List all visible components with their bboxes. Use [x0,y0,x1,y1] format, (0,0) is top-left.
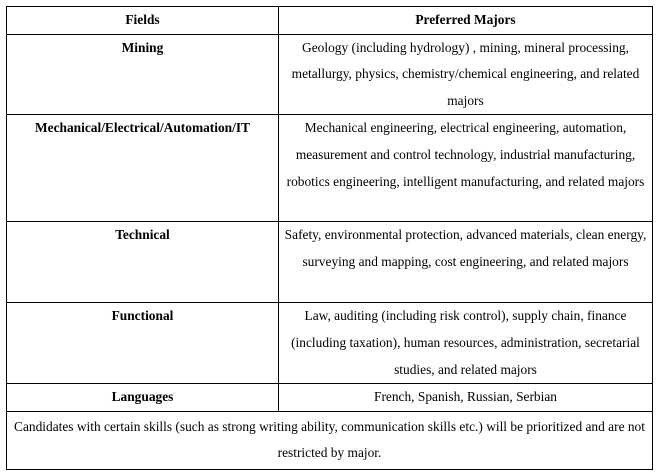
field-functional: Functional [7,303,279,384]
field-languages: Languages [7,384,279,412]
majors-mining: Geology (including hydrology) , mining, mineral processing, metallurgy, physics, chemistry/chemical engineering, and related majors [279,34,653,115]
table-row-languages [7,384,653,412]
field-mining: Mining [7,34,279,115]
majors-table [6,6,653,470]
note-row [7,411,653,469]
majors-languages: French, Spanish, Russian, Serbian [279,384,653,412]
note-text: Candidates with certain skills (such as strong writing ability, communication skills etc.) will be prioritized and are not restricted by major. [7,411,653,469]
header-row [7,7,653,35]
majors-mechanical: Mechanical engineering, electrical engineering, automation, measurement and control technology, industrial manufacturing, robotics engineering, intelligent manufacturing, and related majors [279,115,653,222]
table-row-technical [7,222,653,303]
table-row-mining [7,34,653,115]
table-row-mechanical [7,115,653,222]
header-fields: Fields [7,7,279,35]
majors-technical: Safety, environmental protection, advanced materials, clean energy, surveying and mapping, cost engineering, and related majors [279,222,653,303]
header-preferred-majors: Preferred Majors [279,7,653,35]
table-row-functional [7,303,653,384]
majors-functional: Law, auditing (including risk control), supply chain, finance (including taxation), human resources, administration, secretarial studies, and related majors [279,303,653,384]
field-mechanical: Mechanical/Electrical/Automation/IT [7,115,279,222]
field-technical: Technical [7,222,279,303]
